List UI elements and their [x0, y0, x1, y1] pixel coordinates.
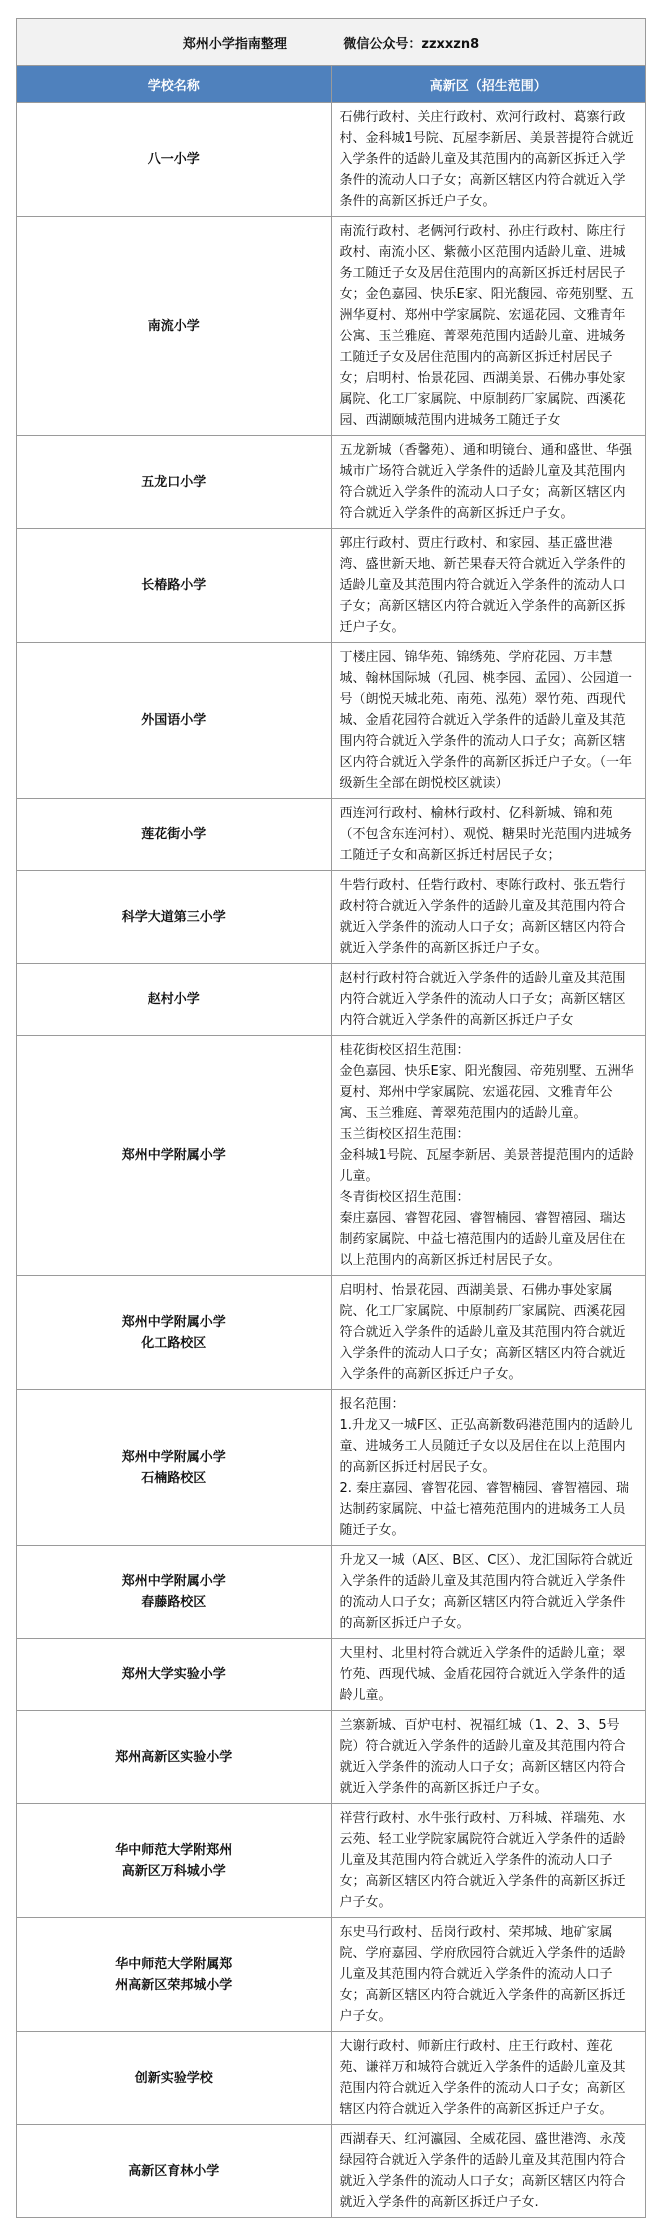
school-name: 郑州中学附属小学 — [17, 1036, 332, 1276]
school-name: 郑州中学附属小学 石楠路校区 — [17, 1390, 332, 1546]
table-row — [17, 217, 646, 436]
enrollment-area: 兰寨新城、百炉屯村、祝福红城（1、2、3、5号院）符合就近入学条件的适龄儿童及其范围内符合就近入学条件的流动人口子女；高新区辖区内符合就近入学条件的高新区拆迁户子女。 — [331, 1711, 646, 1804]
school-name: 创新实验学校 — [17, 2032, 332, 2125]
school-name: 华中师范大学附郑州 高新区万科城小学 — [17, 1804, 332, 1918]
table-title: 郑州小学指南整理 — [182, 36, 287, 52]
table-title-cell — [17, 19, 646, 66]
table-row — [17, 964, 646, 1036]
table-row — [17, 436, 646, 529]
enrollment-area: 西连河行政村、榆林行政村、亿科新城、锦和苑（不包含东连河村）、观悦、糖果时光范围内进城务工随迁子女和高新区拆迁村居民子女； — [331, 799, 646, 871]
enrollment-area: 郭庄行政村、贾庄行政村、和家园、基正盛世港湾、盛世新天地、新芒果春天符合就近入学条件的适龄儿童及其范围内符合就近入学条件的流动人口子女；高新区辖区内符合就近入学条件的高新区拆迁户子女。 — [331, 529, 646, 643]
school-name: 五龙口小学 — [17, 436, 332, 529]
table-row — [17, 103, 646, 217]
school-district-table — [16, 18, 646, 2218]
enrollment-area: 祥营行政村、水牛张行政村、万科城、祥瑞苑、水云苑、轻工业学院家属院符合就近入学条件的适龄儿童及其范围内符合就近入学条件的流动人口子女；高新区辖区内符合就近入学条件的高新区拆迁户子女。 — [331, 1804, 646, 1918]
table-row — [17, 799, 646, 871]
enrollment-area: 西湖春天、红河瀛园、全威花园、盛世港湾、永茂绿园符合就近入学条件的适龄儿童及其范围内符合就近入学条件的流动人口子女；高新区辖区内符合就近入学条件的高新区拆迁户子女. — [331, 2125, 646, 2218]
table-title-row — [17, 19, 646, 66]
table-row — [17, 643, 646, 799]
school-name: 郑州高新区实验小学 — [17, 1711, 332, 1804]
table-row — [17, 1546, 646, 1639]
enrollment-area: 牛砦行政村、任砦行政村、枣陈行政村、张五砦行政村符合就近入学条件的适龄儿童及其范围内符合就近入学条件的流动人口子女；高新区辖区内符合就近入学条件的高新区拆迁户子女。 — [331, 871, 646, 964]
enrollment-area: 启明村、怡景花园、西湖美景、石佛办事处家属院、化工厂家属院、中原制药厂家属院、西溪花园符合就近入学条件的适龄儿童及其范围内符合就近入学条件的流动人口子女；高新区辖区内符合就近入学条件的高新区拆迁户子女。 — [331, 1276, 646, 1390]
school-name: 南流小学 — [17, 217, 332, 436]
school-table-container — [16, 18, 646, 2218]
school-name: 赵村小学 — [17, 964, 332, 1036]
table-row — [17, 2032, 646, 2125]
enrollment-area: 大里村、北里村符合就近入学条件的适龄儿童；翠竹苑、西现代城、金盾花园符合就近入学条件的适龄儿童。 — [331, 1639, 646, 1711]
column-header-area: 高新区（招生范围） — [331, 66, 646, 103]
enrollment-area: 东史马行政村、岳岗行政村、荣邦城、地矿家属院、学府嘉园、学府欣园符合就近入学条件的适龄儿童及其范围内符合就近入学条件的流动人口子女；高新区辖区内符合就近入学条件的高新区拆迁户子女。 — [331, 1918, 646, 2032]
enrollment-area: 桂花街校区招生范围： 金色嘉园、快乐E家、阳光馥园、帝苑别墅、五洲华夏村、郑州中学家属院、宏遥花园、文雅青年公寓、玉兰雅庭、菁翠苑范围内的适龄儿童。 玉兰街校区招生范围： 金科城1号院、瓦屋李新居、美景菩提范围内的适龄儿童。 冬青街校区招生范围： 秦庄嘉园、睿智花园、睿智楠园、睿智禧园、瑞达制药家属院、中益七禧范围内的适龄儿童及居住在以上范围内的高新区拆迁村居民子女。 — [331, 1036, 646, 1276]
column-header-school: 学校名称 — [17, 66, 332, 103]
table-row — [17, 1390, 646, 1546]
school-name: 郑州中学附属小学 春藤路校区 — [17, 1546, 332, 1639]
enrollment-area: 赵村行政村符合就近入学条件的适龄儿童及其范围内符合就近入学条件的流动人口子女；高新区辖区内符合就近入学条件的高新区拆迁户子女 — [331, 964, 646, 1036]
column-header-row — [17, 66, 646, 103]
school-name: 华中师范大学附属郑 州高新区荣邦城小学 — [17, 1918, 332, 2032]
enrollment-area: 报名范围： 1.升龙又一城F区、正弘高新数码港范围内的适龄儿童、进城务工人员随迁子女以及居住在以上范围内的高新区拆迁村居民子女。 2. 秦庄嘉园、睿智花园、睿智楠园、睿智禧园、瑞达制药家属院、中益七禧苑范围内的进城务工人员随迁子女。 — [331, 1390, 646, 1546]
enrollment-area: 升龙又一城（A区、B区、C区）、龙汇国际符合就近入学条件的适龄儿童及其范围内符合就近入学条件的流动人口子女；高新区辖区内符合就近入学条件的高新区拆迁户子女。 — [331, 1546, 646, 1639]
table-row — [17, 1036, 646, 1276]
table-row — [17, 2125, 646, 2218]
school-name: 科学大道第三小学 — [17, 871, 332, 964]
table-row — [17, 529, 646, 643]
school-name: 郑州大学实验小学 — [17, 1639, 332, 1711]
enrollment-area: 南流行政村、老俩河行政村、孙庄行政村、陈庄行政村、南流小区、紫薇小区范围内适龄儿童、进城务工随迁子女及居住范围内的高新区拆迁村居民子女；金色嘉园、快乐E家、阳光馥园、帝苑别墅、五洲华夏村、郑州中学家属院、宏遥花园、文雅青年公寓、玉兰雅庭、菁翠苑范围内适龄儿童、进城务工随迁子女及居住范围内的高新区拆迁村居民子女；启明村、怡景花园、西湖美景、石佛办事处家属院、化工厂家属院、中原制药厂家属院、西溪花园、西湖颐城范围内进城务工随迁子女 — [331, 217, 646, 436]
school-name: 长椿路小学 — [17, 529, 332, 643]
enrollment-area: 大谢行政村、师新庄行政村、庄王行政村、莲花苑、谦祥万和城符合就近入学条件的适龄儿童及其范围内符合就近入学条件的流动人口子女；高新区辖区内符合就近入学条件的高新区拆迁户子女。 — [331, 2032, 646, 2125]
table-row — [17, 1639, 646, 1711]
table-row — [17, 871, 646, 964]
school-name: 外国语小学 — [17, 643, 332, 799]
enrollment-area: 石佛行政村、关庄行政村、欢河行政村、葛寨行政村、金科城1号院、瓦屋李新居、美景菩提符合就近入学条件的适龄儿童及其范围内的高新区拆迁入学条件的流动人口子女；高新区辖区内符合就近入学条件的高新区拆迁户子女。 — [331, 103, 646, 217]
table-row — [17, 1918, 646, 2032]
table-row — [17, 1711, 646, 1804]
table-row — [17, 1276, 646, 1390]
enrollment-area: 丁楼庄园、锦华苑、锦绣苑、学府花园、万丰慧城、翰林国际城（孔园、桃李园、孟园）、公园道一号（朗悦天城北苑、南苑、泓苑）翠竹苑、西现代城、金盾花园符合就近入学条件的适龄儿童及其范围内符合就近入学条件的流动人口子女；高新区辖区内符合就近入学条件的高新区拆迁户子女。（一年级新生全部在朗悦校区就读） — [331, 643, 646, 799]
school-name: 高新区育林小学 — [17, 2125, 332, 2218]
table-row — [17, 1804, 646, 1918]
school-name: 郑州中学附属小学 化工路校区 — [17, 1276, 332, 1390]
wechat-account: 微信公众号：zzxxzn8 — [343, 36, 480, 52]
enrollment-area: 五龙新城（香馨苑）、通和明镜台、通和盛世、华强城市广场符合就近入学条件的适龄儿童及其范围内符合就近入学条件的流动人口子女；高新区辖区内符合就近入学条件的高新区拆迁户子女。 — [331, 436, 646, 529]
school-name: 八一小学 — [17, 103, 332, 217]
school-name: 莲花街小学 — [17, 799, 332, 871]
